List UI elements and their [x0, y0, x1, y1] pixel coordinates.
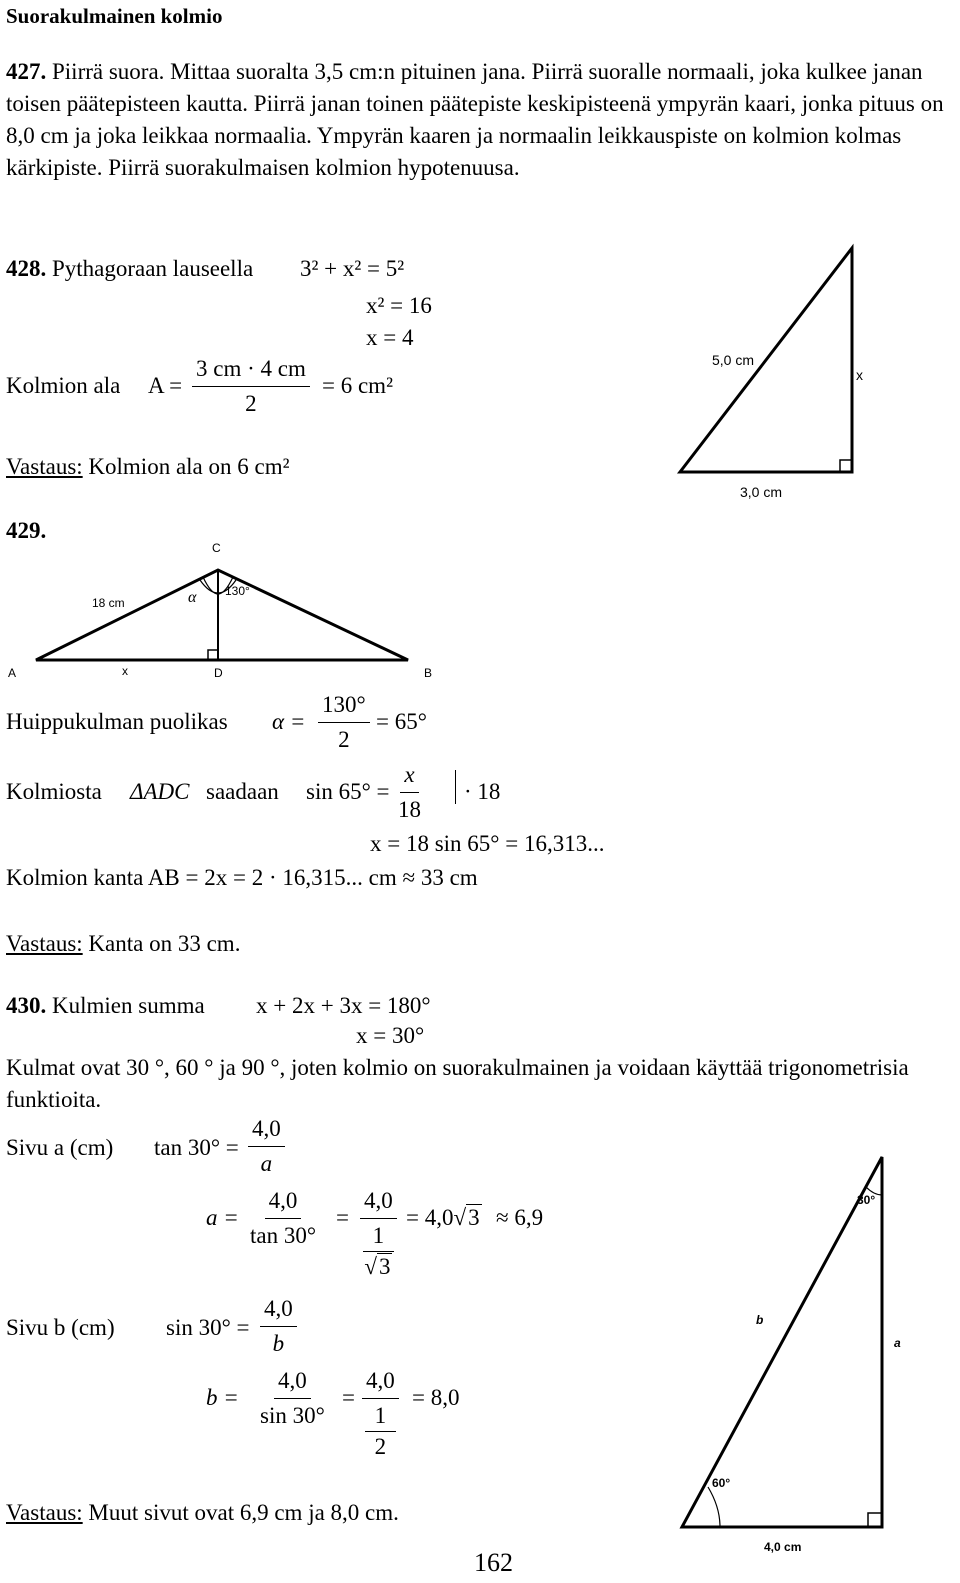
answer-text: Kolmion ala on 6 cm² — [88, 454, 290, 479]
half-angle-label: Huippukulman puolikas — [6, 709, 228, 734]
intro-text: Pythagoraan lauseella — [52, 256, 254, 281]
equals: = — [342, 1385, 355, 1410]
denominator — [363, 1219, 395, 1282]
answer-label: Vastaus: — [6, 931, 83, 956]
sine-fraction — [398, 760, 421, 825]
answer-429 — [6, 928, 240, 960]
half-angle-fraction — [318, 690, 370, 755]
hypotenuse-label: 5,0 cm — [712, 352, 755, 368]
sqrt-value: 3 — [468, 1205, 480, 1230]
inner-numerator: 1 — [365, 1401, 397, 1432]
equation: x + 2x + 3x = 180° — [256, 993, 431, 1018]
denominator: 2 — [338, 727, 350, 752]
tan-fraction — [248, 1114, 285, 1179]
equation: x = 4 — [366, 325, 414, 350]
inner-numerator: 1 — [363, 1221, 395, 1252]
figure-429-triangle — [20, 560, 420, 670]
multiply-label: · 18 — [464, 779, 501, 804]
page-number: 162 — [474, 1548, 513, 1577]
multiply-bar — [455, 770, 456, 804]
problem-number: 430. — [6, 993, 47, 1018]
triangle-label: Kolmiosta — [6, 779, 102, 804]
vertex-A-label: A — [8, 666, 17, 680]
denominator: a — [260, 1151, 273, 1176]
answer-text: Muut sivut ovat 6,9 cm ja 8,0 cm. — [88, 1500, 399, 1525]
answer-430 — [6, 1497, 399, 1529]
answer-label: Vastaus: — [6, 454, 83, 479]
numerator: 4,0 — [362, 1366, 399, 1399]
numerator: 4,0 — [274, 1366, 311, 1399]
sin-lhs: sin 30° = — [166, 1315, 250, 1340]
numerator: x — [400, 760, 418, 793]
alpha-label: α — [188, 589, 197, 606]
denominator: 2 — [245, 391, 257, 416]
answer-label: Vastaus: — [6, 1500, 83, 1525]
sine-lhs: sin 65° = — [306, 779, 390, 804]
vertex-D-label: D — [214, 666, 223, 680]
side-a-label: Sivu a (cm) — [6, 1135, 114, 1160]
intro-text: Kulmien summa — [52, 993, 205, 1018]
a-fraction-1 — [250, 1186, 316, 1251]
equation: x = 30° — [356, 1023, 425, 1048]
base-equation: Kolmion kanta AB = 2x = 2 · 16,315... cm ≈ 33 cm — [6, 865, 478, 890]
problem-number: 427. — [6, 59, 47, 84]
b-fraction-2 — [362, 1366, 399, 1462]
base-label: 3,0 cm — [740, 484, 783, 500]
half-angle-result: = 65° — [376, 709, 427, 734]
side-label: 18 cm — [92, 596, 125, 610]
area-result: = 6 cm² — [322, 373, 393, 398]
vertex-C-label: C — [212, 541, 221, 555]
equation: x² = 16 — [366, 293, 432, 318]
triangle-name: ΔADC — [130, 779, 190, 804]
denominator: tan 30° — [250, 1223, 317, 1248]
numerator: 4,0 — [260, 1294, 297, 1327]
area-fraction — [192, 354, 310, 419]
b-result: = 8,0 — [412, 1385, 460, 1410]
numerator: 4,0 — [360, 1186, 397, 1219]
a-approx: ≈ 6,9 — [496, 1205, 544, 1230]
b-lhs: b = — [206, 1385, 239, 1410]
area-variable: A = — [148, 373, 183, 398]
tan-lhs: tan 30° = — [154, 1135, 239, 1160]
numerator: 3 cm · 4 cm — [192, 354, 310, 387]
numerator: 4,0 — [265, 1186, 302, 1219]
problem-428-intro — [6, 253, 253, 285]
problem-number: 428. — [6, 256, 47, 281]
sin-fraction — [260, 1294, 297, 1359]
problem-430-intro — [6, 990, 205, 1022]
denominator: b — [272, 1331, 285, 1356]
problem-427 — [6, 56, 951, 184]
vertex-B-label: B — [424, 666, 433, 680]
top-angle-label: 30° — [857, 1193, 876, 1207]
inner-denominator: 2 — [374, 1434, 387, 1459]
base-label: 4,0 cm — [764, 1540, 802, 1554]
angle-label: 130° — [225, 584, 250, 598]
numerator: 4,0 — [248, 1114, 285, 1147]
b-fraction-1 — [260, 1366, 325, 1431]
a-fraction-2 — [360, 1186, 397, 1282]
figure-428-triangle — [670, 240, 870, 510]
side-b-label: Sivu b (cm) — [6, 1315, 115, 1340]
bottom-angle-label: 60° — [712, 1476, 731, 1490]
alpha-variable: α = — [272, 709, 306, 734]
leg-label: x — [856, 367, 863, 383]
page-title: Suorakulmainen kolmio — [6, 4, 223, 28]
segment-x-label: x — [122, 664, 128, 678]
answer-text: Kanta on 33 cm. — [88, 931, 241, 956]
problem-text: Piirrä suora. Mittaa suoralta 3,5 cm:n pituinen jana. Piirrä suoralle normaali, joka kulkee janan toisen päätepisteen kautta. Piirrä janan toinen päätepiste keskipisteenä ympyrän kaari, jonka pituus on 8,0 cm ja joka leikkaa normaalia. Ympyrän kaaren ja normaalin leikkauspiste on kolmion kolmas kärkipiste. Piirrä suorakulmaisen kolmion hypotenuusa. — [6, 59, 944, 180]
area-label: Kolmion ala — [6, 373, 121, 398]
triangle-verb: saadaan — [206, 779, 279, 804]
denominator: 18 — [398, 797, 421, 822]
a-lhs: a = — [206, 1205, 239, 1230]
answer-428 — [6, 451, 290, 483]
inner-denominator: √3 — [364, 1254, 391, 1279]
hypotenuse-b-label: b — [756, 1313, 764, 1327]
equation: 3² + x² = 5² — [300, 256, 405, 281]
problem-number-429: 429. — [6, 518, 47, 543]
denominator — [365, 1399, 397, 1462]
x-equation: x = 18 sin 65° = 16,313... — [370, 831, 605, 856]
a-result: = 4,0√3 — [406, 1205, 480, 1230]
leg-a-label: a — [894, 1336, 901, 1350]
numerator: 130° — [318, 690, 370, 723]
problem-430-text: Kulmat ovat 30 °, 60 ° ja 90 °, joten kolmio on suorakulmainen ja voidaan käyttää trigonometrisia funktioita. — [6, 1055, 909, 1112]
denominator: sin 30° — [260, 1403, 325, 1428]
equals: = — [336, 1205, 349, 1230]
